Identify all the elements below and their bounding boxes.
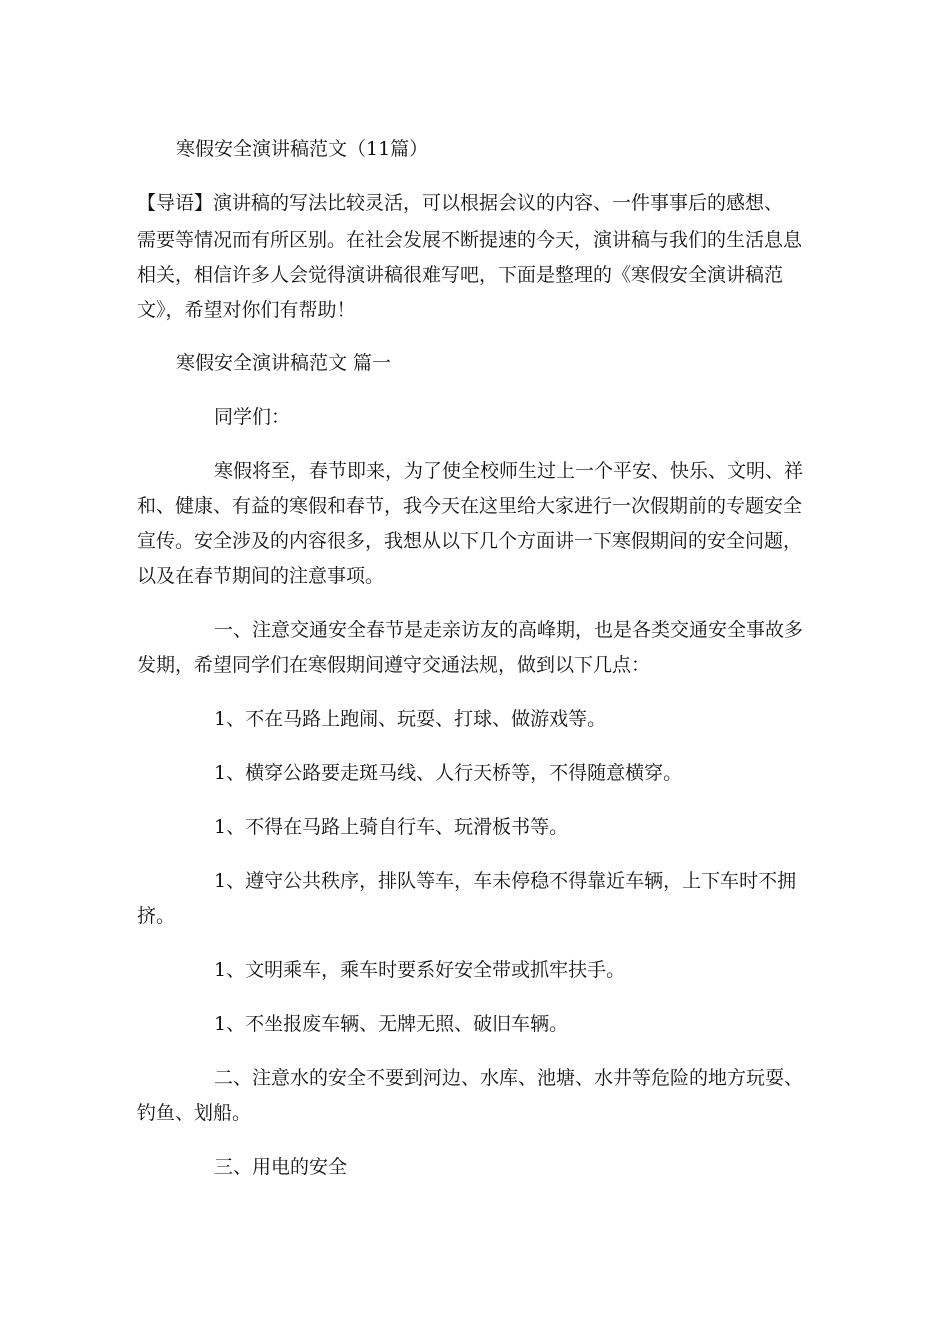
paragraph-line: 一、注意交通安全春节是走亲访友的高峰期，也是各类交通安全事故多 bbox=[214, 619, 804, 641]
paragraph-electricity-safety: 三、用电的安全 bbox=[214, 1156, 348, 1178]
list-item: 1、横穿公路要走斑马线、人行天桥等，不得随意横穿。 bbox=[214, 762, 683, 784]
paragraph-line: 挤。 bbox=[137, 905, 176, 927]
paragraph-line: 发期，希望同学们在寒假期间遵守交通法规，做到以下几点： bbox=[137, 654, 651, 676]
paragraph-line: 1、遵守公共秩序，排队等车，车未停稳不得靠近车辆，上下车时不拥 bbox=[214, 870, 797, 892]
section-heading: 寒假安全演讲稿范文 篇一 bbox=[176, 352, 392, 374]
paragraph-line: 宣传。安全涉及的内容很多，我想从以下几个方面讲一下寒假期间的安全问题， bbox=[137, 530, 803, 552]
paragraph-line: 和、健康、有益的寒假和春节，我今天在这里给大家进行一次假期前的专题安全 bbox=[137, 495, 803, 517]
list-item: 1、不坐报废车辆、无牌无照、破旧车辆。 bbox=[214, 1013, 569, 1035]
list-item: 1、文明乘车，乘车时要系好安全带或抓牢扶手。 bbox=[214, 959, 626, 981]
document-title: 寒假安全演讲稿范文（11篇） bbox=[176, 138, 429, 160]
intro-line: 文》，希望对你们有帮助！ bbox=[137, 299, 356, 321]
paragraph-line: 以及在春节期间的注意事项。 bbox=[137, 565, 385, 587]
greeting: 同学们： bbox=[214, 406, 291, 428]
intro-line: 需要等情况而有所区别。在社会发展不断提速的今天，演讲稿与我们的生活息息 bbox=[137, 229, 803, 251]
paragraph-line: 钓鱼、划船。 bbox=[137, 1102, 252, 1124]
list-item: 1、不在马路上跑闹、玩耍、打球、做游戏等。 bbox=[214, 708, 607, 730]
paragraph-line: 二、注意水的安全不要到河边、水库、池塘、水井等危险的地方玩耍、 bbox=[214, 1067, 804, 1089]
intro-line: 【导语】演讲稿的写法比较灵活，可以根据会议的内容、一件事事后的感想、 bbox=[137, 192, 784, 214]
intro-line: 相关，相信许多人会觉得演讲稿很难写吧，下面是整理的《寒假安全演讲稿范 bbox=[137, 264, 784, 286]
list-item: 1、不得在马路上骑自行车、玩滑板书等。 bbox=[214, 816, 569, 838]
paragraph-line: 寒假将至，春节即来，为了使全校师生过上一个平安、快乐、文明、祥 bbox=[214, 460, 804, 482]
